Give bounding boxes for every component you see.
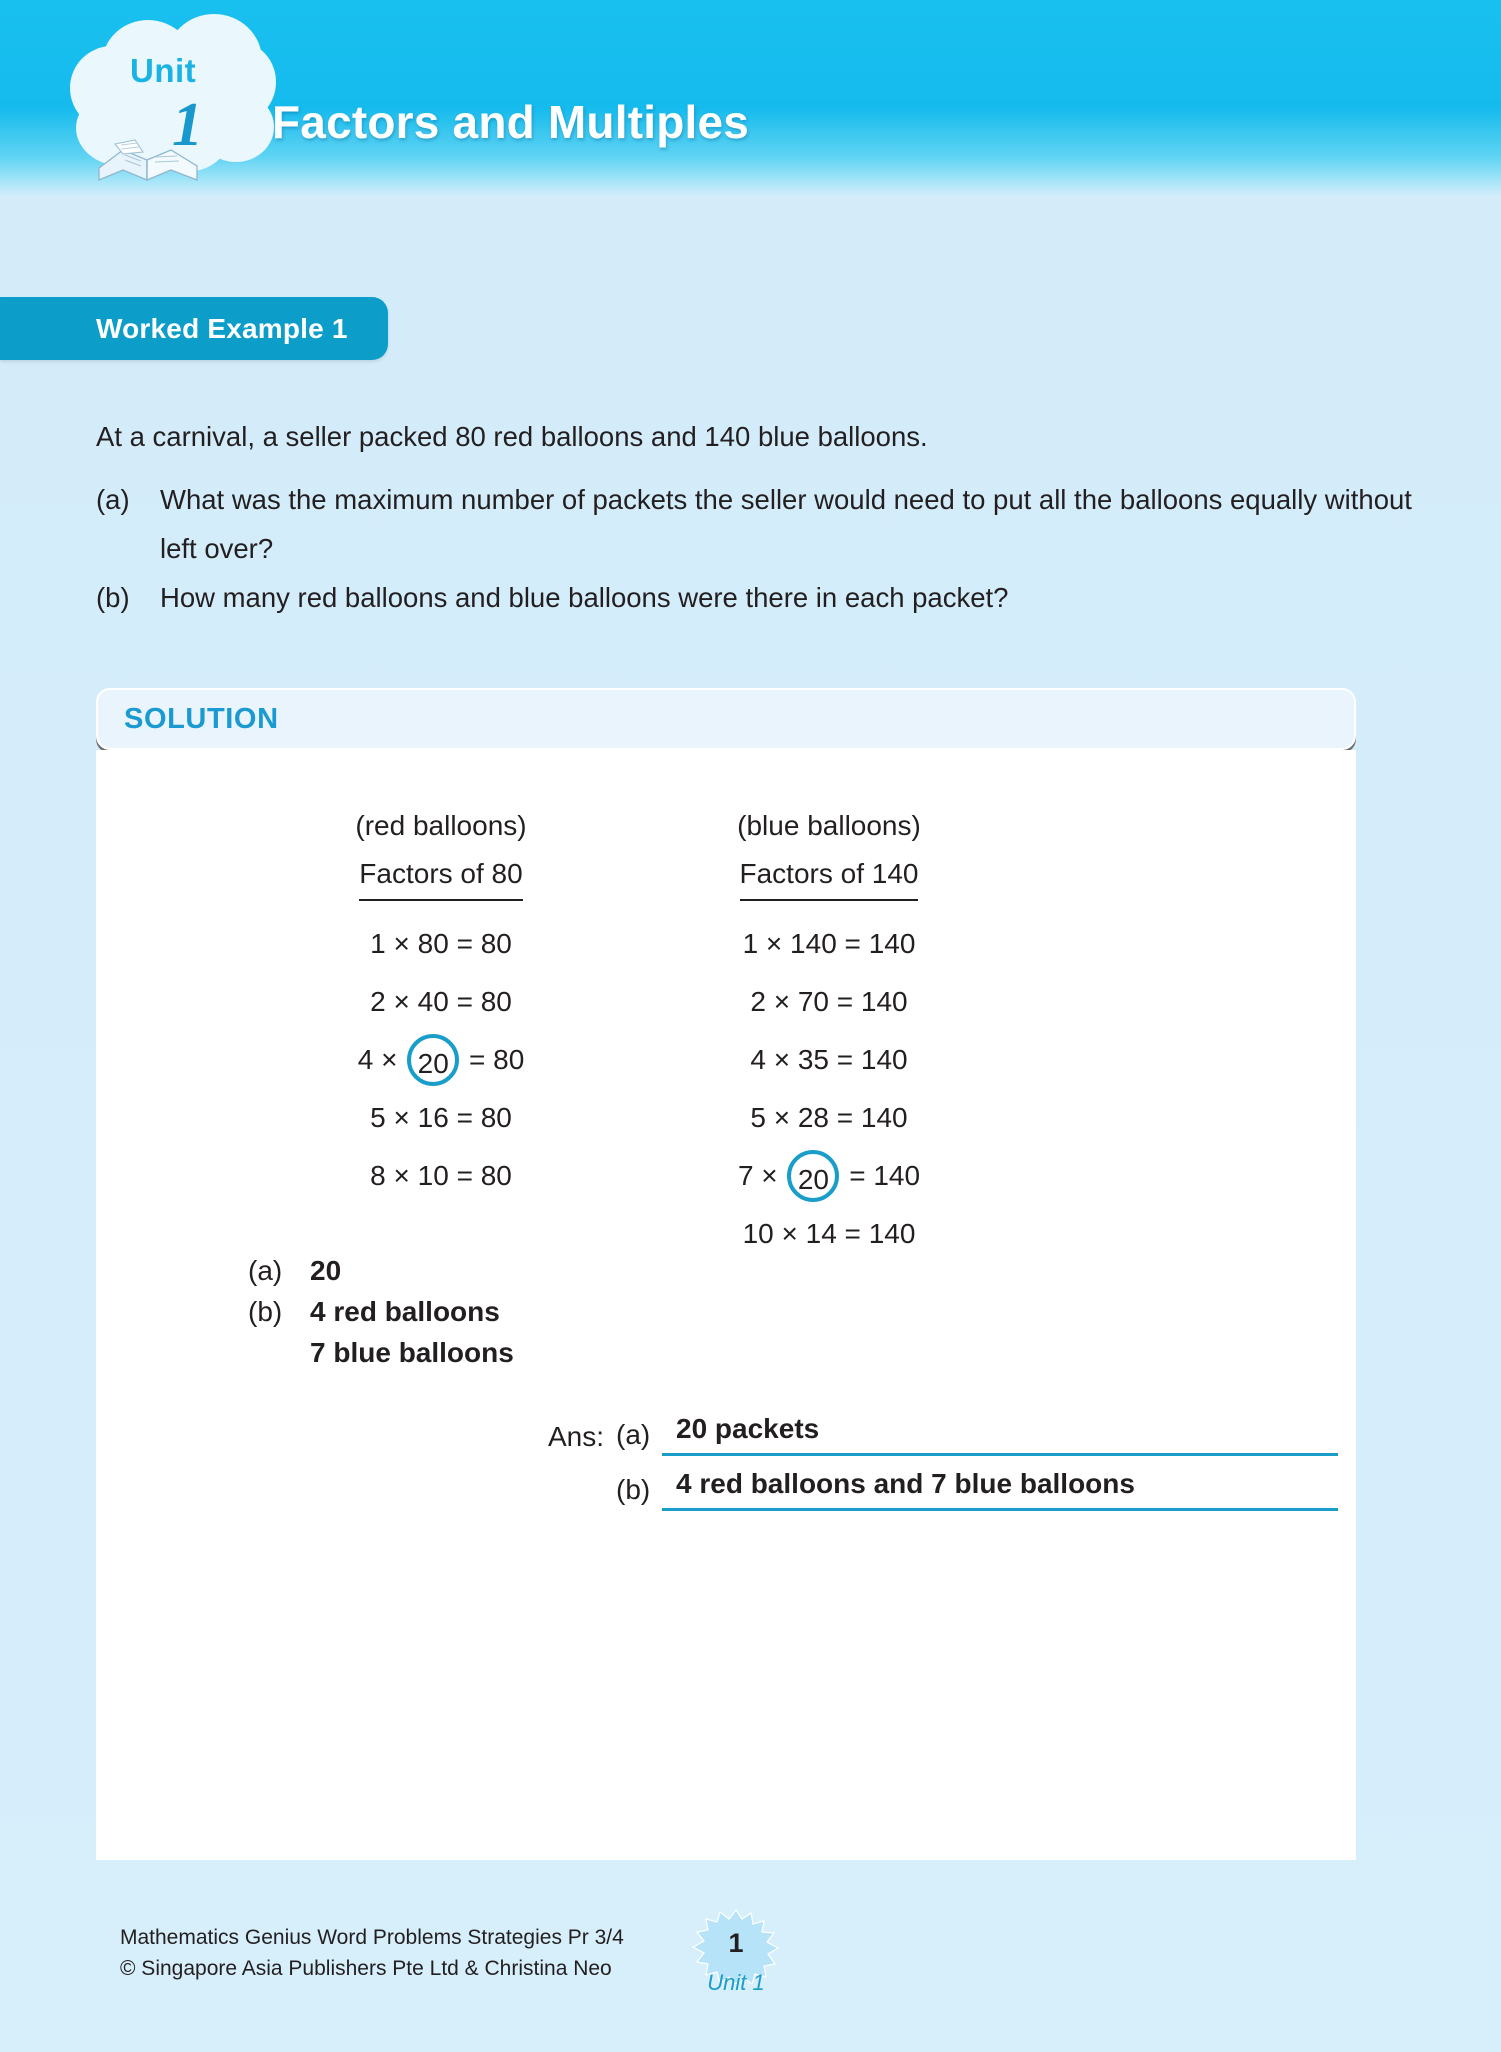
factor-row-highlighted <box>261 1031 621 1089</box>
factor-column-blue-caption: (blue balloons) <box>737 810 921 841</box>
factor-column-red-title: Factors of 80 <box>359 850 522 901</box>
factor-column-blue-title: Factors of 140 <box>740 850 919 901</box>
circled-gcf-value: 20 <box>787 1150 839 1202</box>
factor-column-red-caption: (red balloons) <box>355 810 527 841</box>
factor-column-blue <box>649 802 1009 1263</box>
factor-row: 4 × 35 = 140 <box>750 1044 908 1075</box>
factor-row-prefix: 4 × <box>357 1044 398 1075</box>
factor-column-red <box>261 802 621 1263</box>
final-value-a-label: (a) <box>248 1255 283 1286</box>
problem-part-b-text: How many red balloons and blue balloons were there in each packet? <box>160 582 1009 613</box>
factor-row: 1 × 140 = 140 <box>742 928 916 959</box>
unit-number-label: 1 <box>172 91 203 159</box>
factor-row: 1 × 80 = 80 <box>370 928 512 959</box>
answer-a-label: (a) <box>616 1419 651 1450</box>
factor-row: 5 × 28 = 140 <box>750 1102 908 1133</box>
answer-row-b <box>548 1468 1338 1511</box>
factor-row-prefix: 7 × <box>737 1160 778 1191</box>
unit-cloud-badge <box>62 12 277 177</box>
solution-box <box>96 688 1356 1860</box>
solution-body <box>96 750 1356 1860</box>
footer-line-1: Mathematics Genius Word Problems Strategies Pr 3/4 <box>120 1926 624 1949</box>
worked-example-label: Worked Example 1 <box>96 312 348 344</box>
footer-credits <box>120 1922 624 1984</box>
page-unit-label: Unit 1 <box>707 1970 765 1995</box>
answer-row-a <box>548 1413 1338 1456</box>
problem-part-a-label: (a) <box>96 484 130 515</box>
final-value-b-text-2: 7 blue balloons <box>310 1337 514 1368</box>
problem-part-a-text: What was the maximum number of packets the seller would need to put all the balloons equally without left over? <box>160 484 1412 564</box>
factor-row-highlighted <box>649 1147 1009 1205</box>
factor-row: 10 × 14 = 140 <box>742 1218 916 1249</box>
problem-part-b-label: (b) <box>96 582 130 613</box>
solution-final-values <box>248 1255 514 1378</box>
problem-statement <box>96 412 1416 622</box>
answer-b-field[interactable]: 4 red balloons and 7 blue balloons <box>662 1468 1338 1511</box>
final-value-b <box>248 1296 514 1337</box>
solution-label: SOLUTION <box>124 702 279 735</box>
answer-a-field[interactable]: 20 packets <box>662 1413 1338 1456</box>
final-value-b-text: 4 red balloons <box>310 1296 500 1327</box>
final-value-b-label: (b) <box>248 1296 283 1327</box>
unit-word-label: Unit <box>130 52 197 89</box>
problem-part-a <box>96 475 1416 573</box>
factor-row-suffix: = 80 <box>468 1044 525 1075</box>
factor-row-suffix: = 140 <box>849 1160 921 1191</box>
page-title: Factors and Multiples <box>272 96 750 148</box>
factor-columns <box>96 802 1356 1263</box>
open-book-icon <box>97 122 201 184</box>
factor-row: 8 × 10 = 80 <box>370 1160 512 1191</box>
factor-row: 2 × 40 = 80 <box>370 986 512 1017</box>
final-value-a-text: 20 <box>310 1255 342 1286</box>
worked-example-tab <box>0 297 388 360</box>
footer-line-2: © Singapore Asia Publishers Pte Ltd & Christina Neo <box>120 1957 612 1980</box>
problem-part-b <box>96 573 1416 622</box>
page-number-badge <box>690 1908 782 2000</box>
factor-row: 2 × 70 = 140 <box>750 986 908 1017</box>
page-header <box>0 0 1501 196</box>
answer-b-label: (b) <box>616 1474 651 1505</box>
final-value-a <box>248 1255 514 1296</box>
problem-stem: At a carnival, a seller packed 80 red balloons and 140 blue balloons. <box>96 421 928 452</box>
answer-prefix-label: Ans: <box>548 1421 605 1452</box>
solution-header <box>96 688 1356 750</box>
factor-row: 5 × 16 = 80 <box>370 1102 512 1133</box>
circled-gcf-value: 20 <box>407 1034 459 1086</box>
page-number: 1 <box>728 1928 744 1958</box>
answer-block <box>548 1413 1338 1523</box>
